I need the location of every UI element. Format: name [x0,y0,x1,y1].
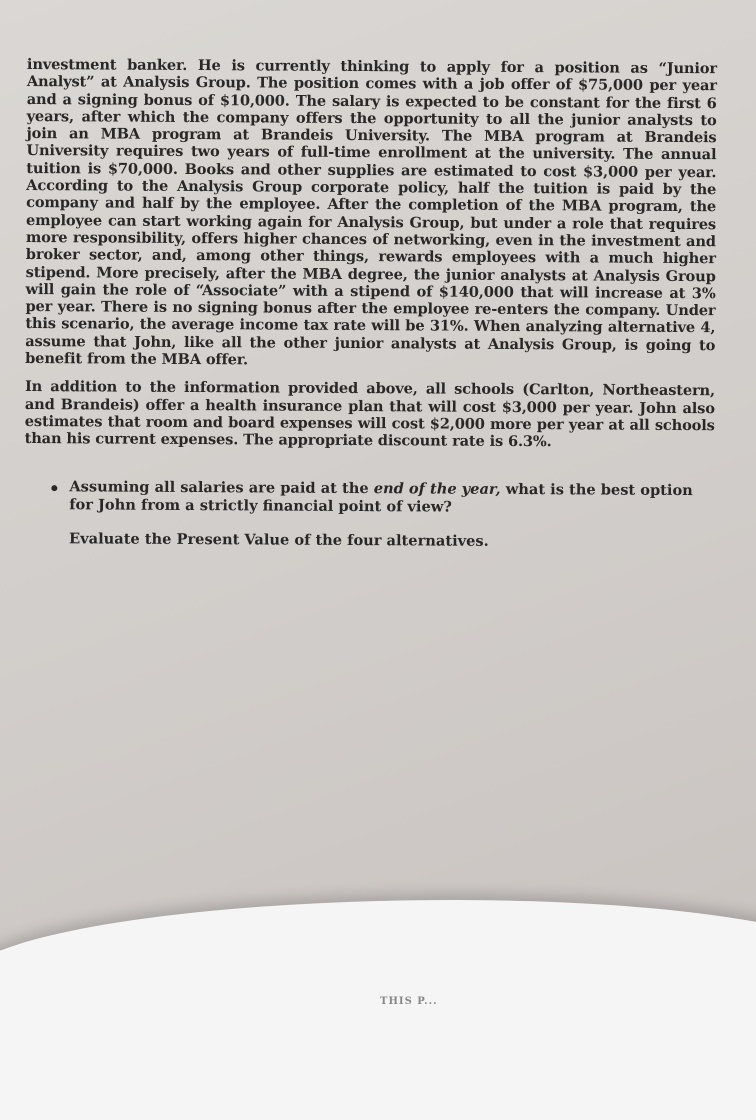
instruction-text: Evaluate the Present Value of the four alternatives. [69,529,489,550]
question-text-end: what is the best option for John from a strictly financial point of view? [69,480,693,516]
question-list [24,478,714,518]
question-text-start: Assuming all salaries are paid at the [69,477,374,497]
document-content [24,56,717,552]
question-item [24,478,714,518]
question-emphasis: end of the year, [373,479,501,498]
footer-text: THIS P... [380,996,438,1007]
paragraph-2: In addition to the information provided above, all schools (Carlton, Northeastern, and Brandeis) offer a health insurance plan that will cost $3,000 per year. John also estimates that room and board expenses will cost $2,000 more per year at all schools than his current expenses. The appropriate discount rate is 6.3%. [24,378,716,451]
bullet-icon [51,485,57,491]
next-page-curl [0,900,756,1120]
paragraph-1: investment banker. He is currently thinking to apply for a position as “Junior Analyst” at Analysis Group. The position comes with a job offer of $75,000 per year and a signing bonus of $10,000. The salary is expected to be constant for the first 6 years, after which the company offers the opportunity to all the junior analysts to join an MBA program at Brandeis University. The MBA program at Brandeis University requires two years of full-time enrollment at the university. The annual tuition is $70,000. Books and other supplies are estimated to cost $3,000 per year. According to the Analysis Group corporate policy, half the tuition is paid by the company and half by the employee. After the completion of the MBA program, the employee can start working again for Analysis Group, but under a role that requires more responsibility, offers higher chances of networking, even in the investment and broker sector, and, among other things, rewards employees with a much higher stipend. More precisely, after the MBA degree, the junior analysts at Analysis Group will gain the role of “Associate” with a stipend of $140,000 that will increase at 3% per year. There is no signing bonus after the employee re-enters the company. Under this scenario, the average income tax rate will be 31%. When analyzing alternative 4, assume that John, like all the other junior analysts at Analysis Group, is going to benefit from the MBA offer. [25,56,717,369]
